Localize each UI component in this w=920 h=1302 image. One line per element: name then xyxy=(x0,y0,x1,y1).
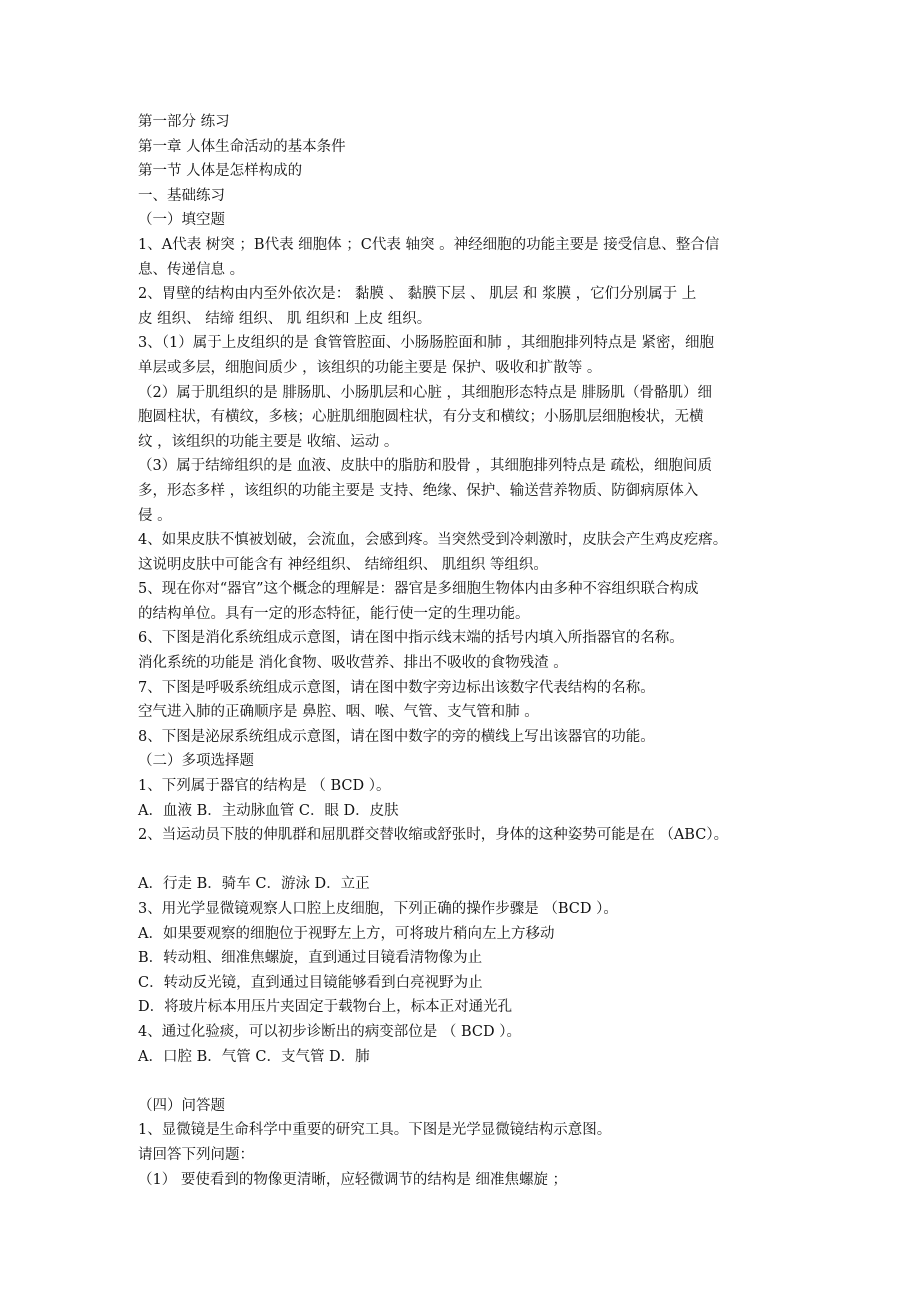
text-line: 一、基础练习 xyxy=(138,187,225,204)
text-line: 1、显微镜是生命科学中重要的研究工具。下图是光学显微镜结构示意图。 xyxy=(138,1122,612,1139)
text-line: 6、下图是消化系统组成示意图，请在图中指示线末端的括号内填入所指器官的名称。 xyxy=(138,630,684,647)
text-line: 1、A代表 树突 ；B代表 细胞体 ；C代表 轴突 。神经细胞的功能主要是 接受信息、整合信 xyxy=(138,236,720,253)
text-line: （四）问答题 xyxy=(138,1097,225,1114)
text-line: C．转动反光镜，直到通过目镜能够看到白亮视野为止 xyxy=(138,974,483,991)
text-line: B．转动粗、细准焦螺旋，直到通过目镜看清物像为止 xyxy=(138,950,483,967)
document-body xyxy=(138,110,798,1192)
text-line: 空气进入肺的正确顺序是 鼻腔、咽、喉、气管、支气管和肺 。 xyxy=(138,704,539,721)
text-line: 7、下图是呼吸系统组成示意图，请在图中数字旁边标出该数字代表结构的名称。 xyxy=(138,679,655,696)
text-line: 8、下图是泌尿系统组成示意图，请在图中数字的旁的横线上写出该器官的功能。 xyxy=(138,728,655,745)
blank-line xyxy=(138,848,798,873)
text-line: 纹 ，该组织的功能主要是 收缩、运动 。 xyxy=(138,433,399,450)
text-line: 4、通过化验痰，可以初步诊断出的病变部位是 （ BCD ）。 xyxy=(138,1023,521,1040)
text-line: A．血液 B．主动脉血管 C．眼 D．皮肤 xyxy=(138,802,399,819)
text-line: 第一部分 练习 xyxy=(138,114,230,130)
text-line: 单层或多层，细胞间质少 ，该组织的功能主要是 保护、吸收和扩散等 。 xyxy=(138,359,602,376)
text-line: 3、（1）属于上皮组织的是 食管管腔面、小肠肠腔面和肺 ，其细胞排列特点是 紧密，细胞 xyxy=(138,335,715,352)
text-line: 多，形态多样 ，该组织的功能主要是 支持、绝缘、保护、输送营养物质、防御病原体入 xyxy=(138,482,699,499)
blank-line xyxy=(138,1069,798,1094)
text-line: D．将玻片标本用压片夹固定于载物台上，标本正对通光孔 xyxy=(138,999,513,1016)
text-line: 消化系统的功能是 消化食物、吸收营养、排出不吸收的食物残渣 。 xyxy=(138,655,568,672)
text-line: （一）填空题 xyxy=(138,212,225,229)
text-line: 1、下列属于器官的结构是 （ BCD ）。 xyxy=(138,778,391,795)
text-line: 的结构单位。具有一定的形态特征，能行使一定的生理功能。 xyxy=(138,605,530,622)
text-line: 4、如果皮肤不慎被划破，会流血，会感到疼。当突然受到冷刺激时，皮肤会产生鸡皮疙瘩。 xyxy=(138,532,728,549)
text-line: A．行走 B．骑车 C．游泳 D．立正 xyxy=(138,876,370,893)
text-line: 5、现在你对“器官”这个概念的理解是：器官是多细胞生物体内由多种不容组织联合构成 xyxy=(138,581,699,598)
text-line: （1） 要使看到的物像更清晰，应轻微调节的结构是 细准焦螺旋 ； xyxy=(138,1171,568,1188)
text-line: 胞圆柱状，有横纹，多核；心脏肌细胞圆柱状，有分支和横纹；小肠肌层细胞梭状，无横 xyxy=(138,409,704,426)
text-line: （2）属于肌组织的是 腓肠肌、小肠肌层和心脏 ，其细胞形态特点是 腓肠肌（骨骼肌）细 xyxy=(138,384,713,401)
text-line: A．如果要观察的细胞位于视野左上方，可将玻片稍向左上方移动 xyxy=(138,925,555,942)
text-line: 请回答下列问题： xyxy=(138,1146,254,1163)
text-line: 息、传递信息 。 xyxy=(138,261,245,278)
text-line: 3、用光学显微镜观察人口腔上皮细胞，下列正确的操作步骤是 （BCD ）。 xyxy=(138,901,618,917)
text-line: 第一章 人体生命活动的基本条件 xyxy=(138,138,346,155)
text-line: 2、当运动员下肢的伸肌群和屈肌群交替收缩或舒张时，身体的这种姿势可能是在 （ABC）。 xyxy=(138,827,729,844)
text-line: （二）多项选择题 xyxy=(138,753,254,770)
text-line: 第一节 人体是怎样构成的 xyxy=(138,163,303,180)
text-line: A．口腔 B．气管 C．支气管 D．肺 xyxy=(138,1048,370,1065)
text-line: 2、胃壁的结构由内至外依次是： 黏膜 、 黏膜下层 、 肌层 和 浆膜 ，它们分别属于 上 xyxy=(138,286,697,303)
text-line: 这说明皮肤中可能含有 神经组织、 结缔组织、 肌组织 等组织。 xyxy=(138,556,548,573)
text-line: 皮 组织、 结缔 组织、 肌 组织和 上皮 组织。 xyxy=(138,310,432,327)
text-line: （3）属于结缔组织的是 血液、皮肤中的脂肪和股骨 ，其细胞排列特点是 疏松，细胞间质 xyxy=(138,458,713,475)
text-line: 侵 。 xyxy=(138,507,172,524)
